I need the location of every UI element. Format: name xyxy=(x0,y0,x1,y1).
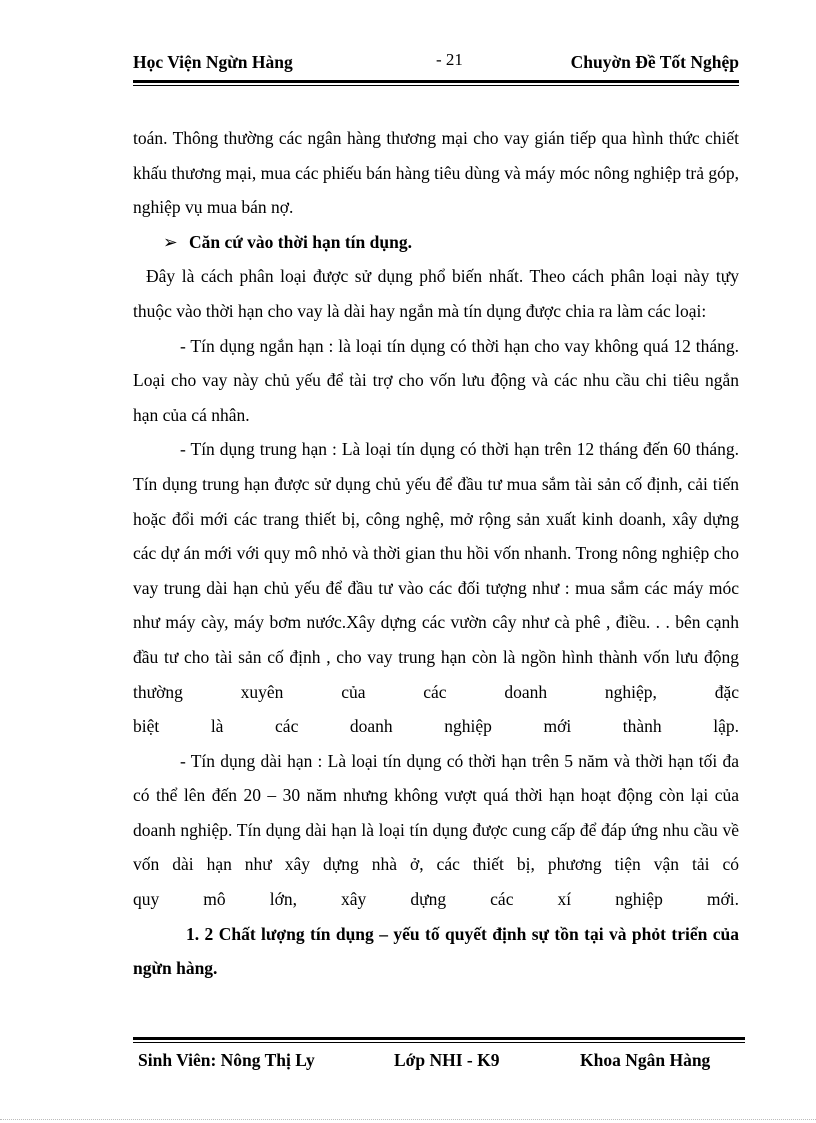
arrow-bullet-icon: ➢ xyxy=(163,231,178,252)
paragraph-long-term-credit: - Tín dụng dài hạn : Là loại tín dụng có thời hạn trên 5 năm và thời hạn tối đa có thể lên đến 20 – 30 năm nhưng không vượt quá thời hạn hoạt động còn lại của doanh nghiệp. Tín dụng dài hạn là loại tín dụng được cung cấp để đáp ứng nhu cầu về vốn dài hạn như xây dựng nhà ở, các thiết bị, phương tiện vận tải có xyxy=(133,750,739,875)
footer-rule-thick xyxy=(133,1037,745,1040)
paragraph-long-term-credit-end: quy mô lớn, xây dựng các xí nghiệp mới. xyxy=(133,889,739,910)
page-bottom-dotted-edge xyxy=(0,1119,816,1120)
page-header xyxy=(133,50,739,80)
paragraph-short-term-credit: - Tín dụng ngắn hạn : là loại tín dụng có thời hạn cho vay không quá 12 tháng. Loại cho vay này chủ yếu để tài trợ cho vốn lưu động và các nhu cầu chi tiêu ngắn hạn của cá nhân. xyxy=(133,335,739,425)
paragraph-medium-term-credit-end: biệt là các doanh nghiệp mới thành lập. xyxy=(133,716,739,737)
bullet-heading xyxy=(133,225,739,260)
header-rule-thick xyxy=(133,80,739,83)
header-document-type: Chuyờn Đề Tốt Nghệp xyxy=(570,52,739,72)
bullet-heading-text: Căn cứ vào thời hạn tín dụng. xyxy=(189,231,412,252)
document-body xyxy=(133,121,739,986)
page-number: - 21 xyxy=(436,50,463,69)
footer-rule-thin xyxy=(133,1042,745,1043)
header-institution: Học Viện Ngừn Hàng xyxy=(133,52,293,72)
section-heading: 1. 2 Chất lượng tín dụng – yếu tố quyết định sự tồn tại và phỏt triển của ngừn hàng. xyxy=(133,923,739,979)
header-rule-thin xyxy=(133,85,739,86)
paragraph-medium-term-credit: - Tín dụng trung hạn : Là loại tín dụng có thời hạn trên 12 tháng đến 60 tháng. Tín dụng trung hạn được sử dụng chủ yếu để đầu tư mua sắm tài sản cố định, cải tiến hoặc đổi mới các trang thiết bị, công nghệ, mở rộng sản xuất kinh doanh, xây dựng các dự án mới với quy mô nhỏ và thời gian thu hồi vốn nhanh. Trong nông nghiệp cho vay trung dài hạn chủ yếu để đầu tư vào các đối tượng như : mua sắm các máy móc như máy cày, máy bơm nước.Xây dựng các vườn cây như cà phê , điều. . . bên cạnh đầu tư cho tài sản cố định , cho vay trung hạn còn là ngồn hình thành vốn lưu động thường xuyên của các doanh nghiệp, đặc xyxy=(133,439,739,702)
paragraph-classification-intro: Đây là cách phân loại được sử dụng phổ biến nhất. Theo cách phân loại này tựy thuộc vào thời hạn cho vay là dài hay ngắn mà tín dụng được chia ra làm các loại: xyxy=(133,266,739,321)
paragraph-continuation: toán. Thông thường các ngân hàng thương mại cho vay gián tiếp qua hình thức chiết khấu thương mại, mua các phiếu bán hàng tiêu dùng và máy móc nông nghiệp trả góp, nghiệp vụ mua bán nợ. xyxy=(133,128,739,218)
footer-faculty: Khoa Ngân Hàng xyxy=(580,1050,711,1070)
footer-class: Lớp NHI - K9 xyxy=(394,1050,500,1070)
footer-student: Sinh Viên: Nông Thị Ly xyxy=(138,1050,315,1070)
